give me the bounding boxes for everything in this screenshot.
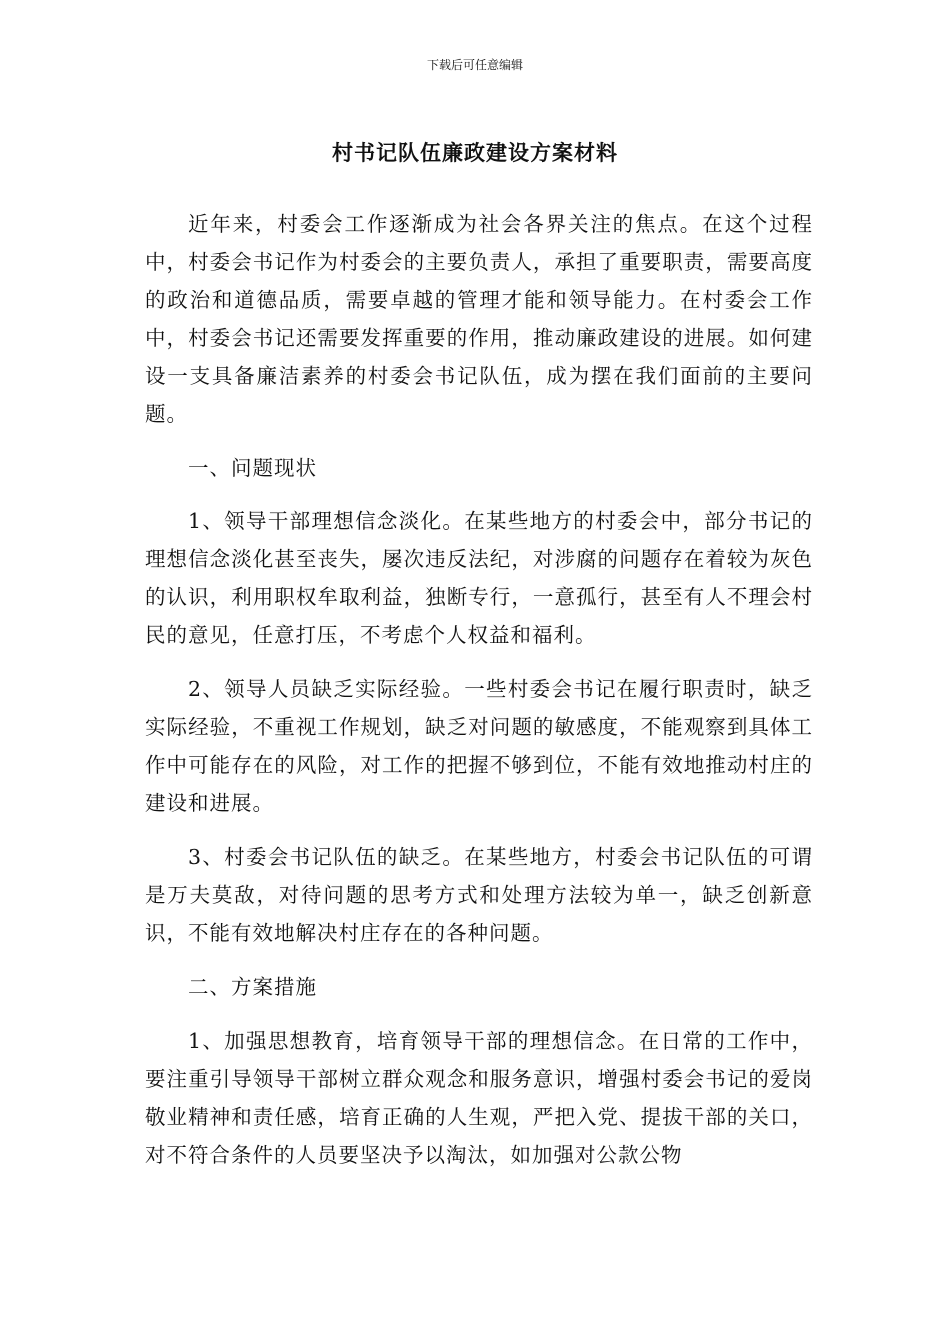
intro-paragraph: 近年来，村委会工作逐渐成为社会各界关注的焦点。在这个过程中，村委会书记作为村委会的主要负责人，承担了重要职责，需要高度的政治和道德品质，需要卓越的管理才能和领导能力。在村委会工作中，村委会书记还需要发挥重要的作用，推动廉政建设的进展。如何建设一支具备廉洁素养的村委会书记队伍，成为摆在我们面前的主要问题。 [145, 212, 813, 426]
header-note: 下载后可任意编辑 [426, 58, 523, 72]
section-heading-measures: 二、方案措施 [188, 975, 317, 999]
problem-paragraph-2: 2、领导人员缺乏实际经验。一些村委会书记在履行职责时，缺乏实际经验，不重视工作规划，缺乏对问题的敏感度，不能观察到具体工作中可能存在的风险，对工作的把握不够到位，不能有效地推动村庄的建设和进展。 [145, 677, 813, 815]
problem-paragraph-1: 1、领导干部理想信念淡化。在某些地方的村委会中，部分书记的理想信念淡化甚至丧失，屡次违反法纪，对涉腐的问题存在着较为灰色的认识，利用职权牟取利益，独断专行，一意孤行，甚至有人不理会村民的意见，任意打压，不考虑个人权益和福利。 [145, 509, 813, 647]
problem-paragraph-3: 3、村委会书记队伍的缺乏。在某些地方，村委会书记队伍的可谓是万夫莫敌，对待问题的思考方式和处理方法较为单一，缺乏创新意识，不能有效地解决村庄存在的各种问题。 [145, 845, 813, 945]
measure-paragraph-1: 1、加强思想教育，培育领导干部的理想信念。在日常的工作中，要注重引导领导干部树立群众观念和服务意识，增强村委会书记的爱岗敬业精神和责任感，培育正确的人生观，严把入党、提拔干部的关口，对不符合条件的人员要坚决予以淘汰，如加强对公款公物 [145, 1029, 813, 1167]
section-heading-problems: 一、问题现状 [188, 456, 317, 480]
document-title: 村书记队伍廉政建设方案材料 [332, 141, 618, 165]
